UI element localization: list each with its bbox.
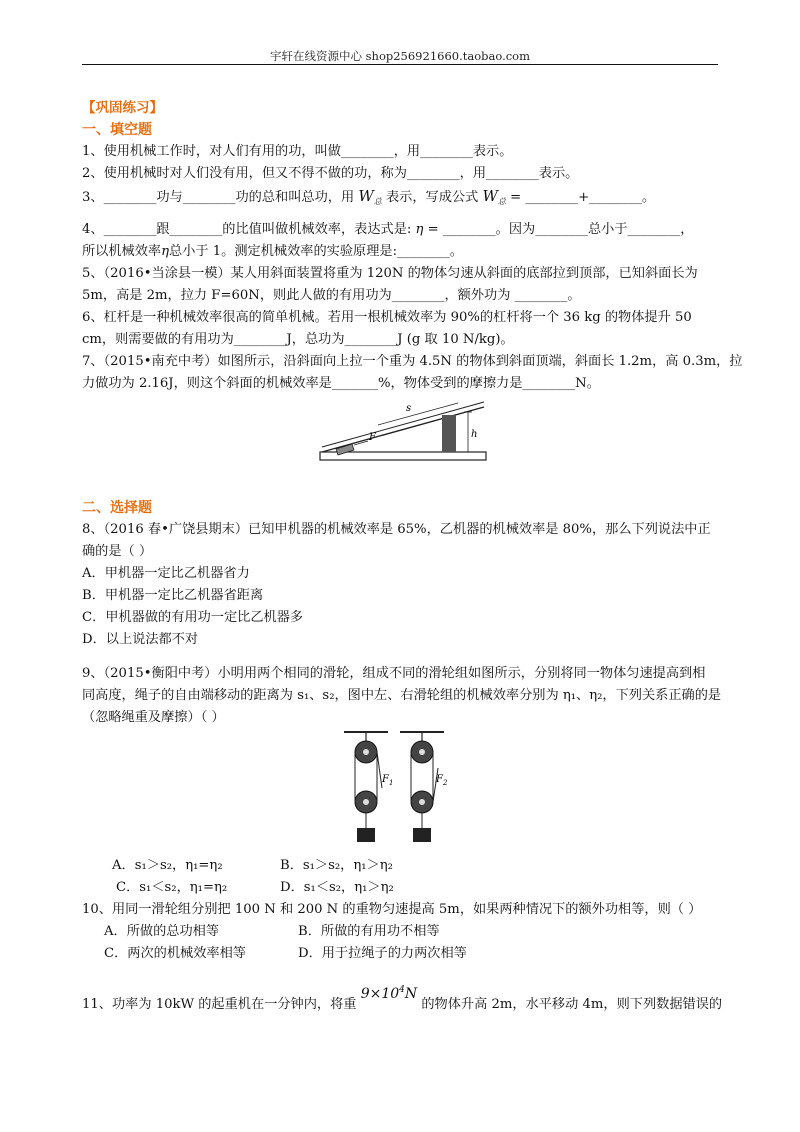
load-left xyxy=(357,828,375,842)
question-9-option-c: C．s₁＜s₂，η₁=η₂ xyxy=(116,880,228,895)
question-11-part-a: 11、功率为 10kW 的起重机在一分钟内，将重 xyxy=(82,997,357,1012)
practice-heading: 【巩固练习】 xyxy=(82,100,163,116)
weight-exponent: 4 xyxy=(399,985,405,995)
total-work-symbol-2 xyxy=(482,187,505,205)
weight-unit: N xyxy=(404,986,418,1002)
pulley-figure xyxy=(338,728,454,848)
incline-figure xyxy=(318,395,490,463)
page-header: 宇轩在线资源中心 shop256921660.taobao.com xyxy=(269,49,531,63)
question-10-option-b: B．所做的有用功不相等 xyxy=(298,924,440,939)
question-3 xyxy=(82,186,655,212)
question-11-part-b: 的物体升高 2m，水平移动 4m，则下列数据错误的 xyxy=(421,997,723,1012)
question-11 xyxy=(82,985,723,1015)
header-divider xyxy=(82,64,718,65)
question-8-option-d: D．以上说法都不对 xyxy=(82,632,199,647)
length-label: s xyxy=(406,403,412,414)
question-4-part-b: = ________。因为________总小于________， xyxy=(427,222,694,237)
question-9-line-3: （忽略绳重及摩擦）（ ） xyxy=(82,710,225,725)
question-9-option-a: A．s₁＞s₂，η₁=η₂ xyxy=(112,858,223,873)
w-subscript: 总 xyxy=(373,197,382,206)
question-9-option-b: B．s₁＞s₂，η₁＞η₂ xyxy=(280,858,393,873)
movable-pulley-left-axle xyxy=(363,799,369,805)
incline-surface xyxy=(322,407,484,452)
question-6-line-1: 6、杠杆是一种机械效率很高的简单机械。若用一根机械效率为 90%的杠杆将一个 36 kg 的物体提升 50 xyxy=(82,310,692,325)
weight-mantissa: 9×10 xyxy=(360,986,400,1002)
question-3-part-a: 3、________功与________功的总和叫总功，用 xyxy=(82,190,355,205)
support-block xyxy=(442,415,456,452)
height-label: h xyxy=(471,429,478,440)
force-2-label: $F_2$ xyxy=(436,774,448,787)
w-subscript-2: 总 xyxy=(497,197,506,206)
question-10-option-d: D．用于拉绳子的力两次相等 xyxy=(298,946,467,961)
question-8-line-2: 确的是（ ） xyxy=(82,544,153,559)
fill-section-heading: 一、填空题 xyxy=(82,122,152,138)
question-10-option-c: C．两次的机械效率相等 xyxy=(104,946,246,961)
eta-symbol-2: η xyxy=(161,244,170,259)
question-4 xyxy=(82,220,693,240)
question-1: 1、使用机械工作时，对人们有用的功，叫做________，用________表示。 xyxy=(82,144,513,159)
question-7-line-2: 力做功为 2.16J，则这个斜面的机械效率是_______%，物体受到的摩擦力是________N。 xyxy=(82,376,600,391)
question-5-line-1: 5、（2016•当涂县一模）某人用斜面装置将重为 120N 的物体匀速从斜面的底部拉到顶部，已知斜面长为 xyxy=(82,266,698,281)
question-10: 10、用同一滑轮组分别把 100 N 和 200 N 的重物匀速提高 5m，如果两种情况下的额外功相等，则（ ） xyxy=(82,902,702,917)
movable-pulley-right-axle xyxy=(419,799,425,805)
fixed-pulley-right-axle xyxy=(419,749,425,755)
w-letter: W xyxy=(358,187,374,205)
question-4-part-d: 总小于 1。测定机械效率的实验原理是:________。 xyxy=(169,244,463,259)
fixed-pulley-left-axle xyxy=(363,749,369,755)
load-right xyxy=(413,828,431,842)
question-8-option-b: B．甲机器一定比乙机器省距离 xyxy=(82,588,264,603)
question-9-line-2: 同高度，绳子的自由端移动的距离为 s₁、s₂，图中左、右滑轮组的机械效率分别为 η₁、η₂，下列关系正确的是 xyxy=(82,688,722,703)
weight-expression xyxy=(361,986,417,1002)
question-6-line-2: cm，则需要做的有用功为________J，总功为________J (g 取 10 N/kg)。 xyxy=(82,332,514,347)
force-1-label: $F_1$ xyxy=(382,774,394,787)
choice-section-heading: 二、选择题 xyxy=(82,500,152,516)
total-work-symbol xyxy=(358,187,381,205)
eta-symbol: η xyxy=(415,222,424,237)
question-9-line-1: 9、（2015•衡阳中考）小明用两个相同的滑轮，组成不同的滑轮组如图所示，分别将同一物体匀速提高到相 xyxy=(82,666,706,681)
question-9-option-d: D．s₁＜s₂，η₁＞η₂ xyxy=(280,880,394,895)
question-3-part-c: = ________+________。 xyxy=(510,190,656,205)
question-4-part-a: 4、________跟________的比值叫做机械效率，表达式是: xyxy=(82,222,412,237)
force-label: F xyxy=(369,432,376,443)
question-4-line-2 xyxy=(82,242,463,262)
question-7-line-1: 7、（2015•南充中考）如图所示，沿斜面向上拉一个重为 4.5N 的物体到斜面顶端，斜面长 1.2m，高 0.3m，拉 xyxy=(82,354,743,369)
question-8-option-c: C．甲机器做的有用功一定比乙机器多 xyxy=(82,610,304,625)
question-3-part-b: 表示，写成公式 xyxy=(385,190,479,205)
question-8-line-1: 8、（2016 春•广饶县期末）已知甲机器的机械效率是 65%，乙机器的机械效率是 80%，那么下列说法中正 xyxy=(82,522,711,537)
question-8-option-a: A．甲机器一定比乙机器省力 xyxy=(82,566,250,581)
question-4-part-c: 所以机械效率 xyxy=(82,244,162,259)
question-5-line-2: 5m，高是 2m，拉力 F=60N，则此人做的有用功为________，额外功为 ________。 xyxy=(82,288,581,303)
question-2: 2、使用机械时对人们没有用，但又不得不做的功，称为________，用________表示。 xyxy=(82,166,579,181)
incline-surface-edge xyxy=(322,402,484,447)
w-letter-2: W xyxy=(482,187,498,205)
question-10-option-a: A．所做的总功相等 xyxy=(104,924,220,939)
